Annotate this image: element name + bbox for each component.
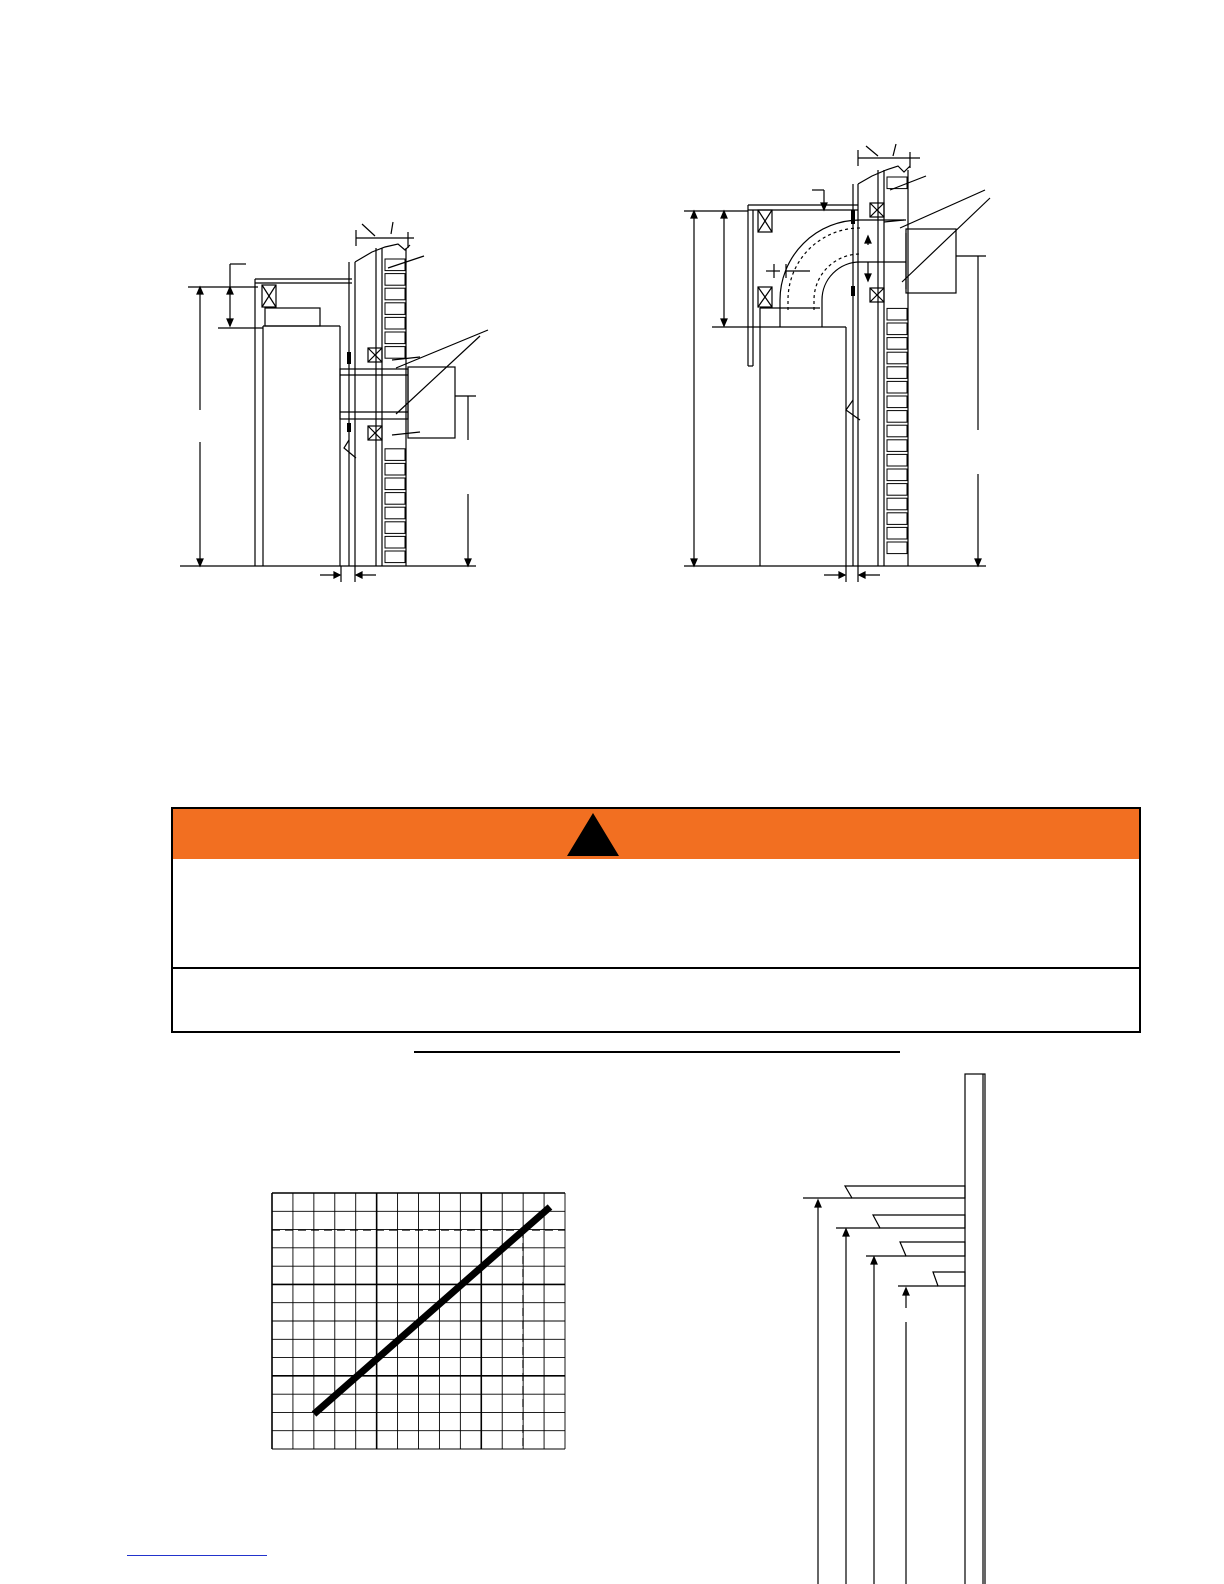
footer-link-underline[interactable] [127, 1555, 267, 1556]
